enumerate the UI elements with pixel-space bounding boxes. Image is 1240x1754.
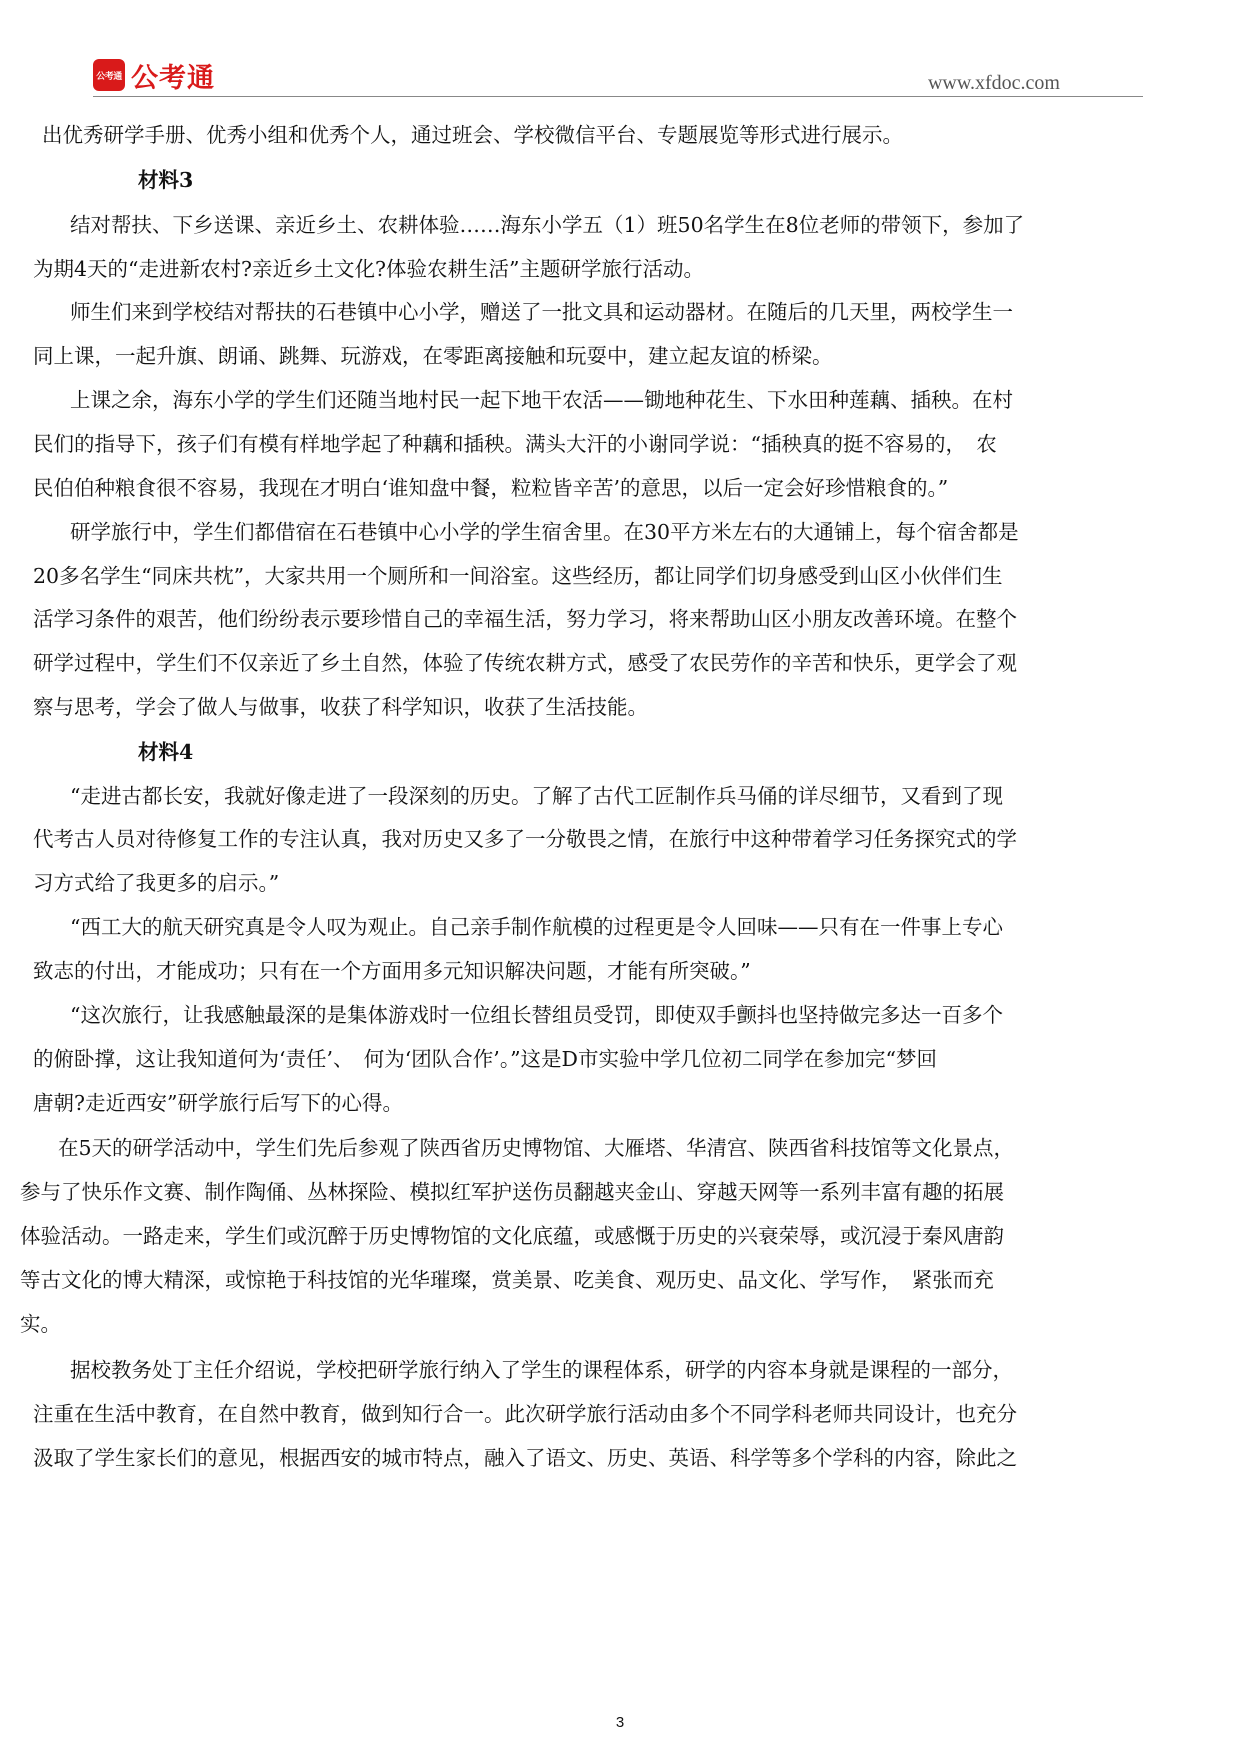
text-line: 的俯卧撑，这让我知道何为‘责任’、 何为‘团队合作’。”这是D市实验中学几位初二同学在参加完“梦回	[33, 1047, 937, 1071]
text-line: “走进古都长安，我就好像走进了一段深刻的历史。了解了古代工匠制作兵马俑的详尽细节，又看到了现	[70, 784, 1003, 808]
text-line: 体验活动。一路走来，学生们或沉醉于历史博物馆的文化底蕴，或感慨于历史的兴衰荣辱，或沉浸于秦风唐韵	[20, 1224, 1004, 1248]
header-divider	[93, 96, 1143, 97]
text-line: 出优秀研学手册、优秀小组和优秀个人，通过班会、学校微信平台、专题展览等形式进行展示。	[42, 123, 903, 147]
text-line: 20多名学生“同床共枕”，大家共用一个厕所和一间浴室。这些经历，都让同学们切身感受到山区小伙伴们生	[33, 564, 1003, 588]
page-header	[0, 0, 1240, 100]
brand-logo[interactable]	[93, 58, 215, 92]
text-line: 同上课，一起升旗、朗诵、跳舞、玩游戏，在零距离接触和玩耍中，建立起友谊的桥梁。	[33, 344, 833, 368]
text-line: 察与思考，学会了做人与做事，收获了科学知识，收获了生活技能。	[33, 695, 648, 719]
text-line: “这次旅行，让我感触最深的是集体游戏时一位组长替组员受罚，即使双手颤抖也坚持做完多达一百多个	[70, 1003, 1003, 1027]
text-line: 唐朝?走近西安”研学旅行后写下的心得。	[33, 1091, 403, 1115]
logo-badge-icon: 公考通	[93, 59, 125, 91]
text-line: “西工大的航天研究真是令人叹为观止。自己亲手制作航模的过程更是令人回味——只有在一件事上专心	[70, 915, 1003, 939]
site-url[interactable]: www.xfdoc.com	[927, 72, 1060, 94]
text-line: 习方式给了我更多的启示。”	[33, 871, 280, 895]
text-line: 民们的指导下，孩子们有模有样地学起了种藕和插秧。满头大汗的小谢同学说：“插秧真的挺不容易的， 农	[33, 432, 997, 456]
text-line: 实。	[20, 1312, 61, 1336]
section-heading-material-3: 材料3	[138, 168, 194, 192]
text-line: 研学过程中，学生们不仅亲近了乡土自然，体验了传统农耕方式，感受了农民劳作的辛苦和快乐，更学会了观	[33, 651, 1017, 675]
text-line: 活学习条件的艰苦，他们纷纷表示要珍惜自己的幸福生活，努力学习，将来帮助山区小朋友改善环境。在整个	[33, 607, 1017, 631]
text-line: 在5天的研学活动中，学生们先后参观了陕西省历史博物馆、大雁塔、华清宫、陕西省科技馆等文化景点，	[58, 1136, 1015, 1160]
text-line: 代考古人员对待修复工作的专注认真，我对历史又多了一分敬畏之情，在旅行中这种带着学习任务探究式的学	[33, 827, 1017, 851]
text-line: 致志的付出，才能成功；只有在一个方面用多元知识解决问题，才能有所突破。”	[33, 959, 751, 983]
text-line: 上课之余，海东小学的学生们还随当地村民一起下地干农活——锄地种花生、下水田种莲藕、插秧。在村	[70, 388, 1013, 412]
page-number: 3	[615, 1714, 625, 1731]
text-line: 据校教务处丁主任介绍说，学校把研学旅行纳入了学生的课程体系，研学的内容本身就是课程的一部分，	[70, 1358, 1013, 1382]
text-line: 参与了快乐作文赛、制作陶俑、丛林探险、模拟红军护送伤员翻越夹金山、穿越天网等一系列丰富有趣的拓展	[20, 1180, 1004, 1204]
text-line: 等古文化的博大精深，或惊艳于科技馆的光华璀璨，赏美景、吃美食、观历史、品文化、学写作， 紧张而充	[20, 1268, 994, 1292]
text-line: 为期4天的“走进新农村?亲近乡土文化?体验农耕生活”主题研学旅行活动。	[33, 257, 704, 281]
text-line: 研学旅行中，学生们都借宿在石巷镇中心小学的学生宿舍里。在30平方米左右的大通铺上，每个宿舍都是	[70, 520, 1019, 544]
text-line: 师生们来到学校结对帮扶的石巷镇中心小学，赠送了一批文具和运动器材。在随后的几天里，两校学生一	[70, 300, 1013, 324]
text-line: 注重在生活中教育，在自然中教育，做到知行合一。此次研学旅行活动由多个不同学科老师共同设计，也充分	[33, 1402, 1017, 1426]
text-line: 民伯伯种粮食很不容易，我现在才明白‘谁知盘中餐，粒粒皆辛苦’的意思，以后一定会好珍惜粮食的。”	[33, 476, 949, 500]
section-heading-material-4: 材料4	[138, 740, 194, 764]
text-line: 结对帮扶、下乡送课、亲近乡土、农耕体验……海东小学五（1）班50名学生在8位老师的带领下，参加了	[70, 213, 1025, 237]
text-line: 汲取了学生家长们的意见，根据西安的城市特点，融入了语文、历史、英语、科学等多个学科的内容，除此之	[33, 1446, 1017, 1470]
logo-text: 公考通	[131, 62, 215, 94]
